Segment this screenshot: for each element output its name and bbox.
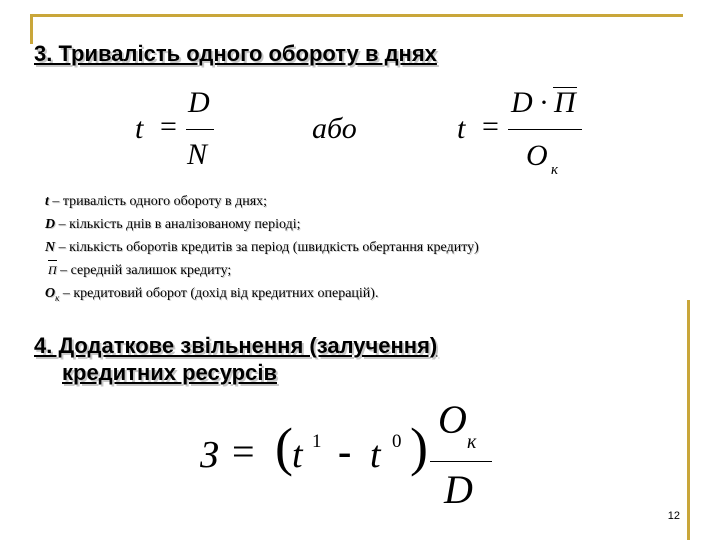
definition-d (45, 214, 479, 237)
definition-p-symbol: П (48, 259, 57, 282)
definition-t-symbol: t (45, 194, 49, 209)
symbol-definitions (45, 191, 479, 310)
formula2-denominator-subscript: к (551, 162, 559, 178)
definition-n-text: – кількість оборотів кредитів за період (швидкість обертання кредиту) (55, 239, 479, 255)
frame-left-rule (30, 14, 33, 44)
formula1-fraction-bar (186, 129, 214, 130)
definition-n-symbol: N (45, 239, 56, 255)
formula2-numerator-p: П (554, 86, 576, 119)
formula3-t0-superscript: 0 (392, 431, 402, 452)
formula1-numerator: D (188, 86, 210, 119)
definition-ok-text: – кредитовий оборот (дохід від кредитних операцій). (59, 286, 379, 302)
formula3-t1-superscript: 1 (312, 431, 322, 452)
formula3-numerator-subscript: к (467, 431, 477, 453)
section-3-heading: 3. Тривалість одного обороту в днях (34, 41, 437, 66)
frame-top-rule (30, 14, 683, 17)
definition-p (45, 259, 479, 283)
formula1-denominator: N (187, 138, 208, 171)
formula3-left-paren: ( (275, 417, 293, 477)
section-4-heading-line2: кредитних ресурсів (62, 360, 277, 385)
formula3-minus: - (338, 429, 352, 474)
definition-t-text: – тривалість одного обороту в днях; (48, 194, 268, 209)
formula2-lhs: t (457, 112, 466, 145)
definition-ok-symbol: О (45, 286, 56, 302)
formula3-denominator: D (444, 467, 473, 512)
formula3-right-paren: ) (410, 417, 428, 477)
formula3-numerator: О (438, 397, 467, 442)
definition-p-text: – середній залишок кредиту; (56, 263, 232, 279)
formula2-dot: · (539, 86, 549, 119)
formula3-lhs: З (200, 434, 219, 476)
formula2-numerator-d: D (511, 86, 533, 119)
formula-or-word: або (312, 112, 357, 145)
section-4-heading-line1: 4. Додаткове звільнення (залучення) (34, 333, 438, 358)
formula2-equals: = (482, 110, 499, 143)
section-4-heading (34, 332, 437, 386)
formula1-equals: = (160, 110, 177, 143)
formula2-fraction-bar (508, 129, 582, 130)
definition-n (45, 237, 479, 260)
definition-d-text: – кількість днів в аналізованому періоді; (55, 216, 301, 232)
definition-ok-subscript: к (55, 292, 60, 303)
formula1-lhs: t (135, 112, 144, 145)
definition-ok (45, 283, 479, 310)
formula3-t0: t (370, 434, 381, 476)
formula3-equals: = (232, 429, 255, 474)
definition-t (45, 191, 479, 214)
formula2-denominator: О (526, 139, 548, 172)
formula3-fraction-bar (430, 461, 492, 462)
frame-right-rule (687, 300, 690, 540)
definition-d-symbol: D (45, 216, 56, 232)
formula3-t1: t (292, 434, 303, 476)
page-number: 12 (667, 510, 680, 522)
